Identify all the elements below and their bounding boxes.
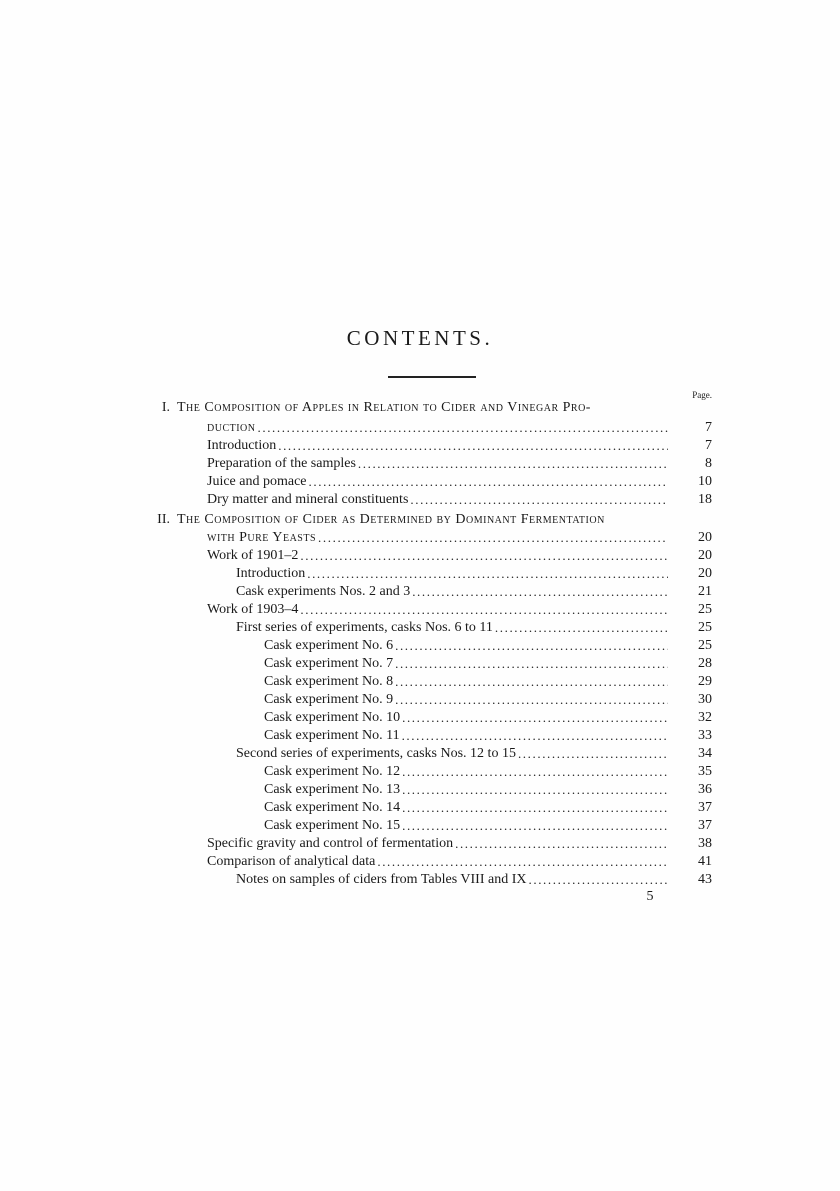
toc-entry-title: Preparation of the samples xyxy=(207,456,356,471)
toc-entry-page: 37 xyxy=(698,800,712,815)
toc-entry-numeral: II. xyxy=(157,512,170,527)
toc-entry-page: 32 xyxy=(698,710,712,725)
toc-entry xyxy=(0,745,840,763)
dot-leader xyxy=(309,473,668,491)
toc-entry xyxy=(0,871,840,889)
toc-entry xyxy=(0,419,840,437)
toc-entry xyxy=(0,853,840,871)
toc-entry xyxy=(0,637,840,655)
toc-entry-page: 25 xyxy=(698,638,712,653)
dot-leader xyxy=(395,691,668,709)
toc-entry-page: 30 xyxy=(698,692,712,707)
page-column-header: Page. xyxy=(692,390,712,400)
dot-leader xyxy=(402,763,668,781)
dot-leader xyxy=(529,871,669,889)
toc-entry-page: 34 xyxy=(698,746,712,761)
toc-entry-title: Cask experiments Nos. 2 and 3 xyxy=(236,584,411,599)
dot-leader xyxy=(402,781,668,799)
toc-entry-page: 35 xyxy=(698,764,712,779)
toc-entry xyxy=(0,437,840,455)
toc-entry-title: The Composition of Apples in Relation to Cider and Vinegar Pro- xyxy=(177,400,591,415)
toc-entry-title: Juice and pomace xyxy=(207,474,307,489)
toc-entry xyxy=(0,799,840,817)
toc-entry xyxy=(0,673,840,691)
toc-entry-page: 33 xyxy=(698,728,712,743)
dot-leader xyxy=(410,491,668,509)
toc-entry xyxy=(0,727,840,745)
toc-entry-title: Dry matter and mineral constituents xyxy=(207,492,409,507)
toc-entry-page: 41 xyxy=(698,854,712,869)
toc-entry xyxy=(0,583,840,601)
toc-entry-page: 20 xyxy=(698,548,712,563)
dot-leader xyxy=(402,727,668,745)
toc-entry-title: Cask experiment No. 12 xyxy=(264,764,401,779)
toc-entry-title: Cask experiment No. 14 xyxy=(264,800,401,815)
page-number: 5 xyxy=(646,889,654,904)
toc-entry-page: 8 xyxy=(705,456,712,471)
toc-entry xyxy=(0,565,840,583)
toc-entry-page: 25 xyxy=(698,620,712,635)
toc-entry-title: duction xyxy=(207,420,256,435)
toc-entry-page: 20 xyxy=(698,530,712,545)
toc-entry xyxy=(0,601,840,619)
toc-entry xyxy=(0,473,840,491)
toc-entry xyxy=(0,817,840,835)
toc-entry-title: The Composition of Cider as Determined by Dominant Fermentation xyxy=(177,512,605,527)
toc-entry-title: Introduction xyxy=(207,438,277,453)
dot-leader xyxy=(395,637,668,655)
toc-entry xyxy=(0,709,840,727)
dot-leader xyxy=(307,565,668,583)
toc-entry xyxy=(0,781,840,799)
toc-entry-numeral: I. xyxy=(161,400,170,415)
toc-entry-page: 36 xyxy=(698,782,712,797)
dot-leader xyxy=(258,419,669,437)
toc-entry xyxy=(0,547,840,565)
toc-entry xyxy=(0,655,840,673)
toc-entry-title: Introduction xyxy=(236,566,306,581)
toc-entry-page: 25 xyxy=(698,602,712,617)
toc-entry-page: 38 xyxy=(698,836,712,851)
toc-entry-page: 7 xyxy=(705,420,712,435)
toc-entry xyxy=(0,491,840,509)
dot-leader xyxy=(412,583,668,601)
toc-entry-title: Notes on samples of ciders from Tables VIII and IX xyxy=(236,872,527,887)
page-title: CONTENTS. xyxy=(346,326,494,350)
toc-entry-title: Second series of experiments, casks Nos. 12 to 15 xyxy=(236,746,516,761)
toc-entry-title: Cask experiment No. 7 xyxy=(264,656,394,671)
dot-leader xyxy=(402,799,668,817)
dot-leader xyxy=(300,601,668,619)
dot-leader xyxy=(377,853,668,871)
toc-entry-title: Work of 1901–2 xyxy=(207,548,299,563)
toc-entry-page: 7 xyxy=(705,438,712,453)
toc-entry-title: Comparison of analytical data xyxy=(207,854,376,869)
toc-entry-title: Cask experiment No. 13 xyxy=(264,782,401,797)
dot-leader xyxy=(358,455,668,473)
toc-entry-title: Cask experiment No. 9 xyxy=(264,692,394,707)
toc-entry-title: Cask experiment No. 10 xyxy=(264,710,401,725)
toc-entry-page: 29 xyxy=(698,674,712,689)
toc-entry xyxy=(0,529,840,547)
dot-leader xyxy=(300,547,668,565)
toc-entry xyxy=(0,511,840,529)
toc-entry-title: Work of 1903–4 xyxy=(207,602,299,617)
toc-entry-title: First series of experiments, casks Nos. 6 to 11 xyxy=(236,620,493,635)
dot-leader xyxy=(402,817,668,835)
toc-entry-page: 20 xyxy=(698,566,712,581)
title-rule xyxy=(388,376,476,378)
toc-entry-page: 28 xyxy=(698,656,712,671)
toc-entry-title: Cask experiment No. 15 xyxy=(264,818,401,833)
toc-entry-page: 18 xyxy=(698,492,712,507)
toc-entry xyxy=(0,691,840,709)
dot-leader xyxy=(495,619,668,637)
toc-entry-page: 10 xyxy=(698,474,712,489)
toc-entry xyxy=(0,763,840,781)
dot-leader xyxy=(518,745,668,763)
toc-entry xyxy=(0,455,840,473)
toc-entry-title: Cask experiment No. 6 xyxy=(264,638,394,653)
dot-leader xyxy=(455,835,668,853)
toc-entry xyxy=(0,619,840,637)
dot-leader xyxy=(278,437,668,455)
toc-entry-title: Specific gravity and control of fermentation xyxy=(207,836,454,851)
toc-entry-title: Cask experiment No. 8 xyxy=(264,674,394,689)
toc-entry-page: 43 xyxy=(698,872,712,887)
toc-entry-page: 21 xyxy=(698,584,712,599)
toc-entry xyxy=(0,835,840,853)
toc-entry-title: Cask experiment No. 11 xyxy=(264,728,400,743)
toc-entry-title: with Pure Yeasts xyxy=(207,530,317,545)
dot-leader xyxy=(318,529,668,547)
dot-leader xyxy=(395,673,668,691)
toc-entry xyxy=(0,399,840,417)
dot-leader xyxy=(402,709,668,727)
dot-leader xyxy=(395,655,668,673)
toc-entry-page: 37 xyxy=(698,818,712,833)
